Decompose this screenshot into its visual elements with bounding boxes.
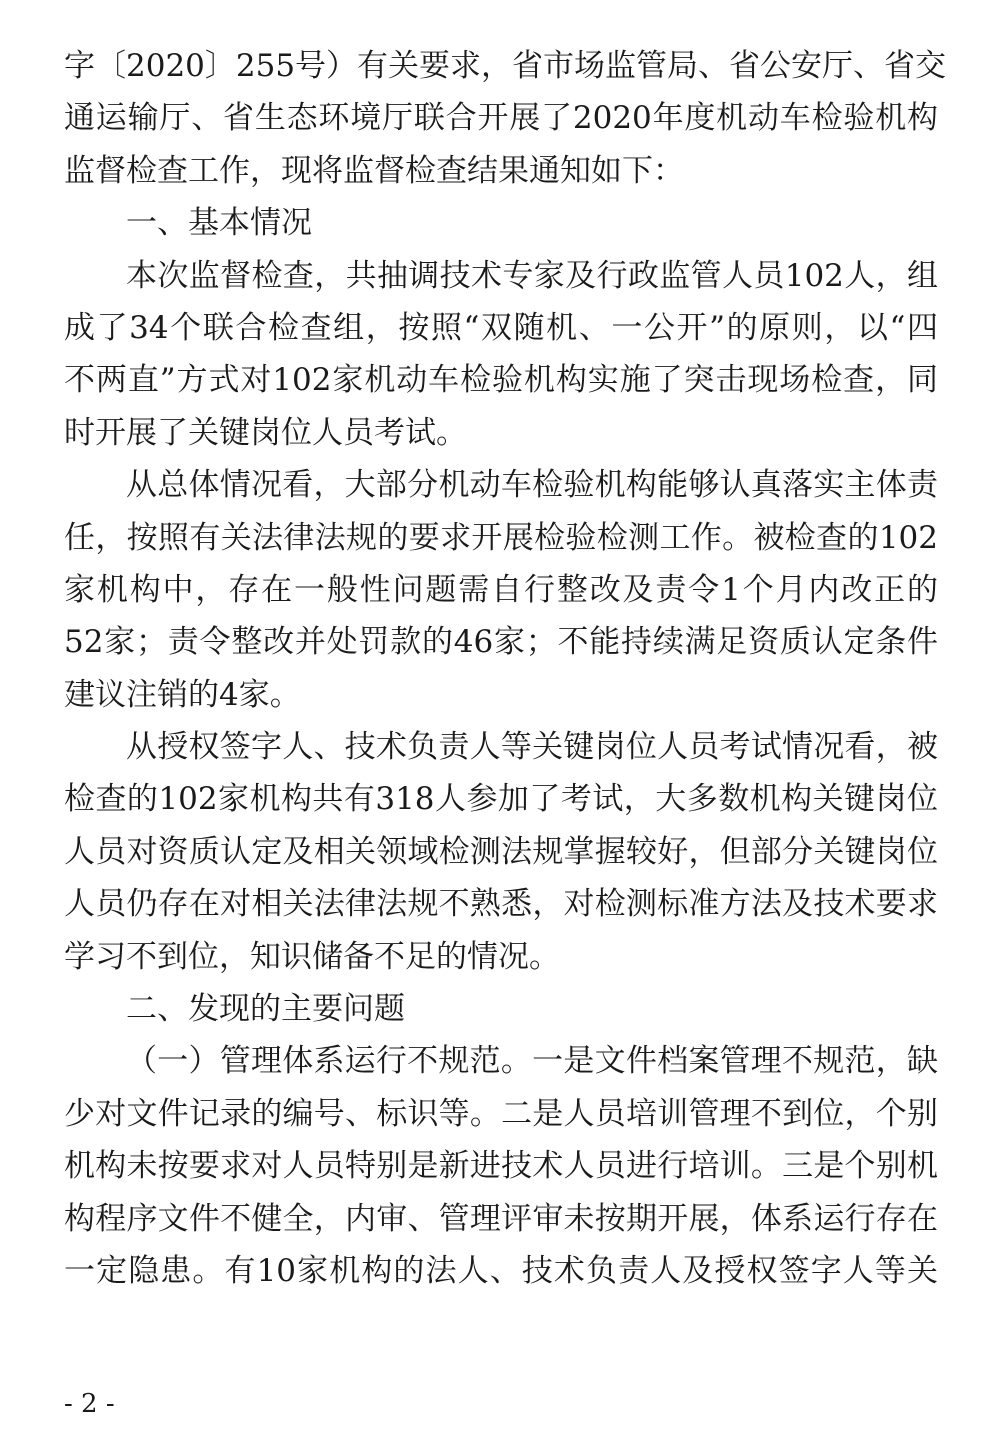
text-line: 检查的102家机构共有318人参加了考试，大多数机构关键岗位: [64, 781, 938, 818]
document-page: [64, 40, 947, 1297]
text-line: 一定隐患。有10家机构的法人、技术负责人及授权签字人等关: [64, 1252, 938, 1289]
text-line: 成了34个联合检查组，按照“双随机、一公开”的原则，以“四: [64, 309, 938, 346]
text-line: 字〔2020〕255号）有关要求，省市场监管局、省公安厅、省交: [64, 48, 947, 84]
text-line: 人员仍存在对相关法律法规不熟悉，对检测标准方法及技术要求: [64, 886, 938, 923]
text-line: 学习不到位，知识储备不足的情况。: [64, 938, 560, 975]
text-line: 从总体情况看，大部分机动车检验机构能够认真落实主体责: [126, 467, 938, 504]
text-line: 任，按照有关法律法规的要求开展检验检测工作。被检查的102: [64, 519, 938, 556]
text-line: 不两直”方式对102家机动车检验机构实施了突击现场检查，同: [64, 362, 938, 399]
text-line: 机构未按要求对人员特别是新进技术人员进行培训。三是个别机: [64, 1148, 938, 1185]
text-line: 时开展了关键岗位人员考试。: [64, 414, 467, 451]
text-line: 构程序文件不健全，内审、管理评审未按期开展，体系运行存在: [64, 1200, 938, 1237]
text-line: 家机构中，存在一般性问题需自行整改及责令1个月内改正的: [64, 571, 938, 608]
section-heading-main-problems: 二、发现的主要问题: [126, 991, 405, 1028]
text-line: 监督检查工作，现将监督检查结果通知如下：: [64, 152, 684, 189]
page-number: - 2 -: [64, 1389, 115, 1419]
text-line: 通运输厅、省生态环境厅联合开展了2020年度机动车检验机构: [64, 100, 938, 137]
text-line: （一）管理体系运行不规范。一是文件档案管理不规范，缺: [126, 1043, 938, 1080]
text-line: 52家；责令整改并处罚款的46家；不能持续满足资质认定条件: [64, 624, 938, 661]
text-line: 人员对资质认定及相关领域检测法规掌握较好，但部分关键岗位: [64, 833, 938, 870]
text-line: 建议注销的4家。: [64, 676, 301, 713]
text-line: 少对文件记录的编号、标识等。二是人员培训管理不到位，个别: [64, 1095, 938, 1132]
section-heading-basic-situation: 一、基本情况: [126, 205, 312, 242]
text-line: 从授权签字人、技术负责人等关键岗位人员考试情况看，被: [126, 729, 938, 766]
text-line: 本次监督检查，共抽调技术专家及行政监管人员102人，组: [126, 257, 938, 294]
